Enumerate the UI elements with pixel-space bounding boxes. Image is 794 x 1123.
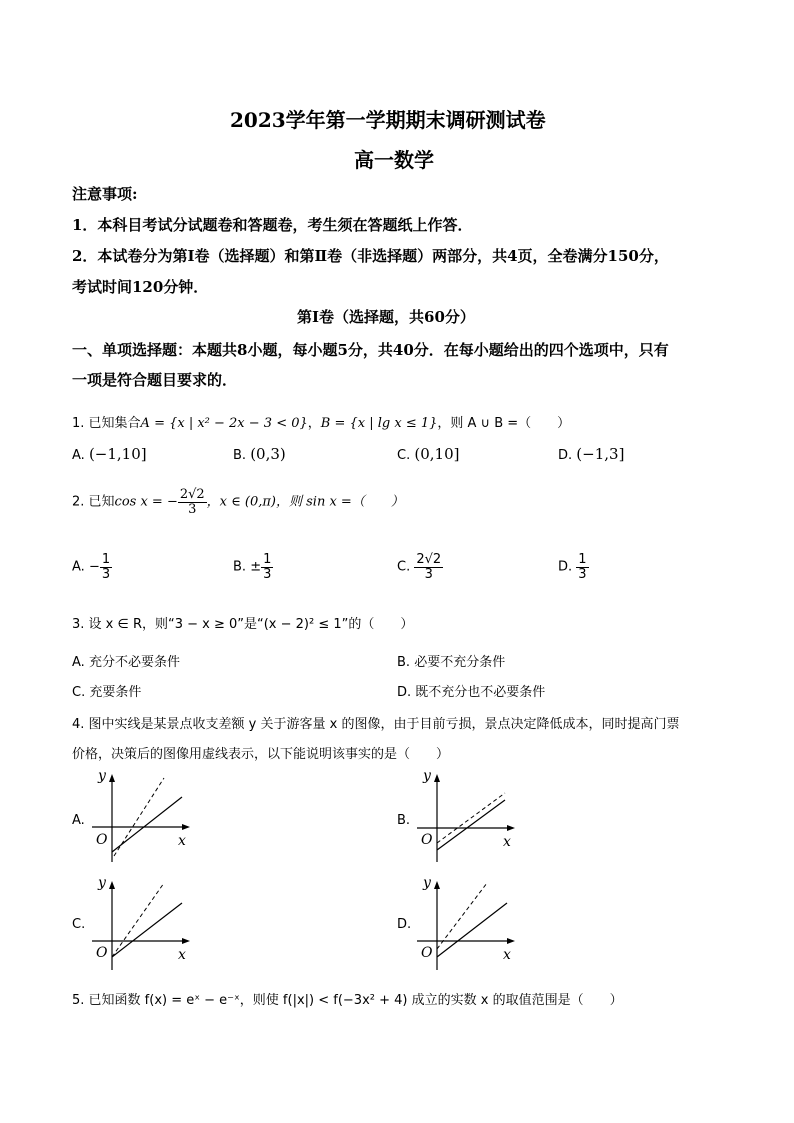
option-value: (0,10] <box>414 445 460 463</box>
option-label: A. <box>72 655 85 670</box>
notes-item-1: 1．本科目考试分试题卷和答题卷，考生须在答题纸上作答． <box>72 216 473 234</box>
q4-graph-a <box>90 770 200 870</box>
option-label: D. <box>397 685 412 700</box>
option-label: D. <box>558 448 573 463</box>
q4-option-b-label: B. <box>397 813 411 828</box>
option-value: (0,3) <box>250 445 286 463</box>
q2-option-a <box>72 553 112 581</box>
fraction-denominator: 3 <box>578 566 587 582</box>
option-text: 必要不充分条件 <box>414 655 506 670</box>
y-axis-label: y <box>98 768 106 784</box>
q1-option-a <box>72 445 147 463</box>
x-axis-label: x <box>178 947 186 963</box>
q2-option-c <box>397 553 443 581</box>
y-axis-label: y <box>423 768 431 784</box>
q3-option-d <box>397 681 545 700</box>
option-fraction <box>100 553 112 581</box>
q4-graph-d <box>415 875 535 975</box>
exam-subject: 高一数学 <box>354 148 434 172</box>
q4-option-a-label: A. <box>72 813 85 828</box>
option-fraction <box>261 553 273 581</box>
domain-expression: ，x ∈ (0,π) <box>206 494 276 510</box>
question-1-prefix: 1. 已知集合 <box>72 416 141 431</box>
origin-label: O <box>96 832 108 848</box>
q4-option-d-label: D. <box>397 917 412 932</box>
q3-option-b <box>397 651 505 670</box>
set-b-expression: B = {x | lg x ≤ 1} <box>320 416 438 431</box>
x-axis-label: x <box>178 833 186 849</box>
option-label: B. <box>397 655 411 670</box>
option-label: D. <box>558 559 573 575</box>
option-text: 既不充分也不必要条件 <box>415 685 546 700</box>
option-fraction <box>414 553 443 581</box>
option-label: B. <box>233 559 247 575</box>
set-a-expression: A = {x | x² − 2x − 3 < 0} <box>140 416 308 431</box>
question-4-stem-line2: 价格，决策后的图像用虚线表示，以下能说明该事实的是（ ） <box>72 747 450 762</box>
question-2-suffix: ，则 sin x =（ ） <box>275 494 404 510</box>
notes-heading: 注意事项: <box>72 185 138 203</box>
option-sign: − <box>88 559 100 575</box>
option-sign: ± <box>250 559 262 575</box>
origin-label: O <box>96 945 108 961</box>
question-2-prefix: 2. 已知 <box>72 494 115 510</box>
option-value: (−1,3] <box>576 445 625 463</box>
q1-option-b <box>233 445 286 463</box>
fraction-numerator: 1 <box>101 552 111 567</box>
option-label: C. <box>397 559 411 575</box>
question-4-stem-line1: 4. 图中实线是某景点收支差额 y 关于游客量 x 的图像，由于目前亏损，景点决定降低成本，同时提高门票 <box>72 717 680 732</box>
part1-heading: 第Ⅰ卷（选择题，共60分） <box>297 308 475 326</box>
option-label: C. <box>72 685 86 700</box>
y-axis-label: y <box>98 875 106 891</box>
q2-option-b <box>233 553 273 581</box>
question-1-suffix: ，则 A ∪ B =（ ） <box>437 416 571 431</box>
q1-option-c <box>397 445 459 463</box>
fraction-numerator: 2√2 <box>416 552 442 567</box>
option-text: 充要条件 <box>89 685 142 700</box>
exam-title: 2023学年第一学期期末调研测试卷 <box>230 108 546 132</box>
fraction-denominator: 3 <box>263 566 272 582</box>
q1-option-d <box>558 445 624 463</box>
q4-graph-c <box>90 875 200 975</box>
fraction-denominator: 3 <box>101 566 111 582</box>
notes-item-2-line2: 考试时间120分钟． <box>72 278 209 296</box>
q3-option-a <box>72 651 180 670</box>
option-label: A. <box>72 559 85 575</box>
fraction-denominator: 3 <box>188 501 197 517</box>
fraction-numerator: 2√2 <box>179 487 205 502</box>
question-1-comma: ， <box>307 416 321 431</box>
q3-option-c <box>72 681 141 700</box>
x-axis-label: x <box>503 834 511 850</box>
question-5-stem: 5. 已知函数 f(x) = eˣ − e⁻ˣ，则使 f(|x|) < f(−3x² + 4) 成立的实数 x 的取值范围是（ ） <box>72 993 623 1008</box>
option-text: 充分不必要条件 <box>88 655 180 670</box>
fraction-numerator: 1 <box>263 552 272 567</box>
origin-label: O <box>421 832 433 848</box>
q4-graph-b <box>415 770 535 870</box>
question-1-stem <box>72 412 570 431</box>
notes-item-2-line1: 2．本试卷分为第Ⅰ卷（选择题）和第Ⅱ卷（非选择题）两部分，共4页，全卷满分150分， <box>72 247 669 265</box>
y-axis-label: y <box>423 875 431 891</box>
option-fraction <box>576 553 588 581</box>
q4-option-c-label: C. <box>72 917 86 932</box>
option-label: B. <box>233 448 247 463</box>
option-label: C. <box>397 448 411 463</box>
x-axis-label: x <box>503 947 511 963</box>
fraction-denominator: 3 <box>424 566 433 582</box>
section-heading-line1: 一、单项选择题：本题共8小题，每小题5分，共40分．在每小题给出的四个选项中，只有 <box>72 341 669 359</box>
q2-option-d <box>558 553 589 581</box>
cos-fraction <box>178 488 207 516</box>
option-value: (−1,10] <box>88 445 147 463</box>
cos-expression: cos x = − <box>114 494 178 510</box>
section-heading-line2: 一项是符合题目要求的． <box>72 371 238 389</box>
option-label: A. <box>72 448 85 463</box>
question-3-stem: 3. 设 x ∈ R，则“3 − x ≥ 0”是“(x − 2)² ≤ 1”的（ ） <box>72 617 414 632</box>
fraction-numerator: 1 <box>578 552 587 567</box>
question-2-stem <box>72 488 404 516</box>
origin-label: O <box>421 945 433 961</box>
